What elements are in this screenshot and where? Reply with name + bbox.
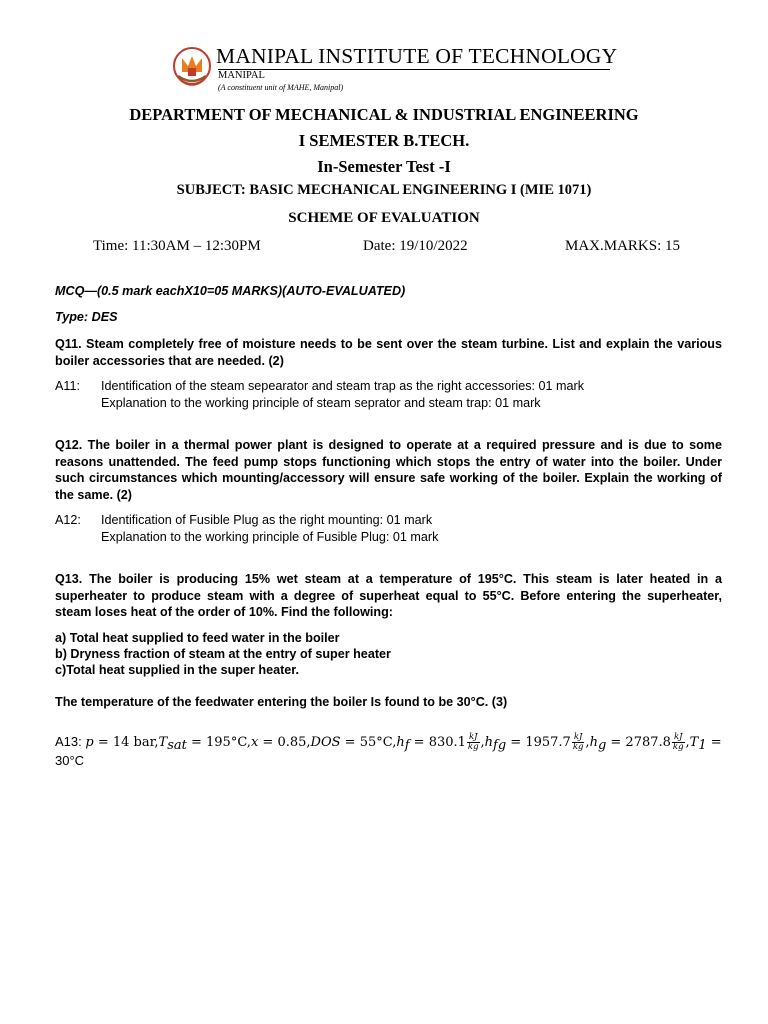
unit-fraction: $\frac{kJ}{kg}$ (467, 732, 479, 752)
scheme-heading: SCHEME OF EVALUATION (288, 210, 480, 226)
unit-fraction: $\frac{kJ}{kg}$ (572, 732, 584, 752)
department-heading: DEPARTMENT OF MECHANICAL & INDUSTRIAL ENGINEERING (129, 105, 639, 124)
institute-name: MANIPAL INSTITUTE OF TECHNOLOGY (216, 44, 618, 68)
a12-line-1: Identification of Fusible Plug as the right mounting: 01 mark (101, 513, 433, 527)
test-heading: In-Semester Test -I (317, 157, 451, 176)
type-note: Type: DES (55, 310, 118, 324)
a12-line-2: Explanation to the working principle of Fusible Plug: 01 mark (101, 530, 439, 544)
q12-question: Q12. The boiler in a thermal power plant is designed to operate at a required pressure and is due to some reasons unattended. The feed pump stops functioning which stops the entry of water into the boiler. Under such circumstances which mounting/accessory will ensure safe working of the boiler. Explain the working of the same. (2) (55, 438, 722, 502)
q13-feedwater: The temperature of the feedwater entering the boiler Is found to be 30°C. (3) (55, 695, 508, 709)
institute-constituent: (A constituent unit of MAHE, Manipal) (218, 83, 344, 92)
mcq-note: MCQ—(0.5 mark eachX10=05 MARKS)(AUTO-EVALUATED) (55, 284, 406, 298)
a13-label: A13: (55, 733, 86, 749)
a11-line-1: Identification of the steam sepearator and steam trap as the right accessories: 01 mark (101, 379, 585, 393)
a13-formula-cont: 30°C (55, 753, 85, 768)
institute-city: MANIPAL (218, 70, 265, 81)
a11-label: A11: (55, 379, 80, 393)
unit-fraction: $\frac{kJ}{kg}$ (672, 732, 684, 752)
a13-formula: A13: p = 14 $bar,T_{sat} = 195^\circ C,x = 0.85,DOS = 55^\circ C,h_f = 830.1$ $\frac{kJ}{kg}$ $,h_{fg} = 1957.7$ $\frac{kJ}{kg}$ $,h_g = 2787.8$ $\frac{kJ}{kg}$ $,T_1$ = (55, 732, 722, 753)
institute-emblem-icon (168, 42, 216, 94)
a11-line-2: Explanation to the working principle of steam seprator and steam trap: 01 mark (101, 396, 541, 410)
exam-time: Time: 11:30AM – 12:30PM (93, 238, 261, 254)
semester-heading: I SEMESTER B.TECH. (298, 131, 470, 150)
q13-part-c: c)Total heat supplied in the super heater. (55, 663, 299, 677)
a12-label: A12: (55, 513, 81, 527)
exam-date: Date: 19/10/2022 (363, 238, 468, 254)
q13-question: Q13. The boiler is producing 15% wet steam at a temperature of 195°C. This steam is later heated in a superheater to produce steam with a degree of superheat equal to 55°C. Before entering the superheater, steam loses heat of the order of 10%. Find the following: (55, 572, 722, 619)
q13-part-b: b) Dryness fraction of steam at the entry of super heater (55, 647, 391, 661)
subject-heading: SUBJECT: BASIC MECHANICAL ENGINEERING I (MIE 1071) (176, 182, 592, 198)
logo-divider (218, 69, 610, 70)
institute-logo (168, 42, 616, 94)
max-marks: MAX.MARKS: 15 (565, 238, 681, 254)
q13-part-a: a) Total heat supplied to feed water in the boiler (55, 631, 340, 645)
q11-question: Q11. Steam completely free of moisture needs to be sent over the steam turbine. List and explain the various boiler accessories that are needed. (2) (55, 337, 722, 368)
